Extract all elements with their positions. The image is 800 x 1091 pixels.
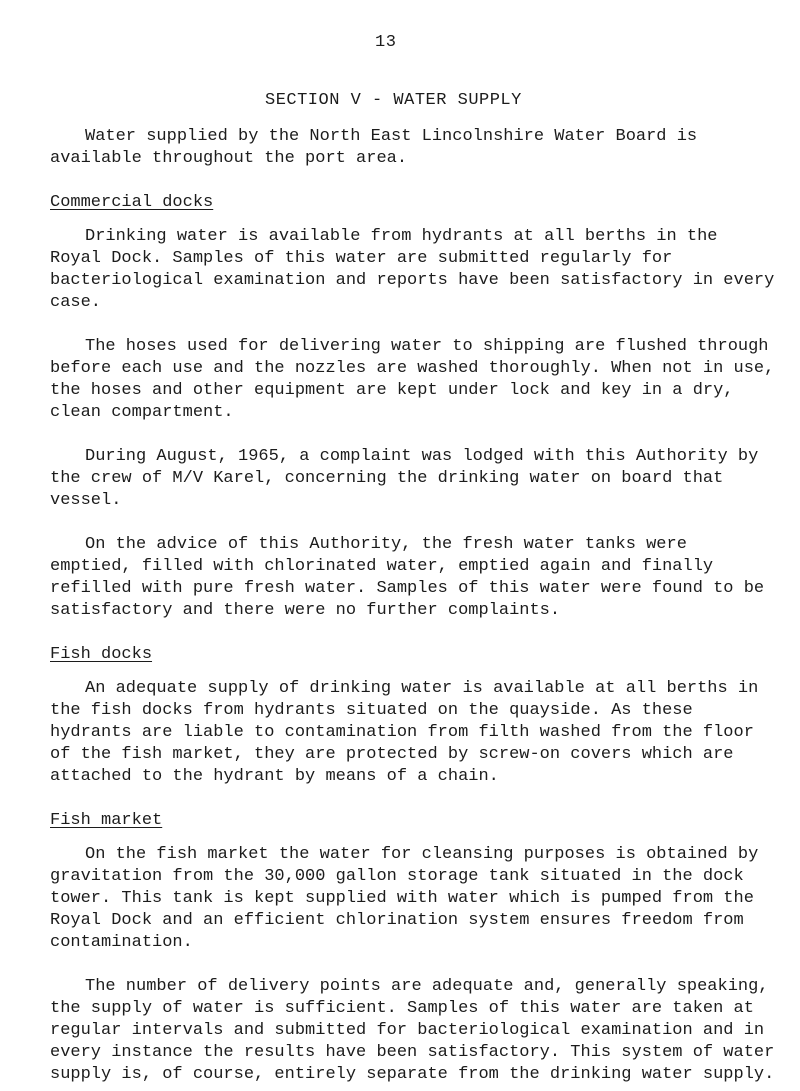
document-body (50, 126, 775, 1086)
paragraph: During August, 1965, a complaint was lodged with this Authority by the crew of M/V Karel, concerning the drinking water on board that vessel. (50, 447, 759, 510)
paragraph: On the fish market the water for cleansing purposes is obtained by gravitation from the 30,000 gallon storage tank situated in the dock tower. This tank is kept supplied with water which is pumped from the Royal Dock and an efficient chlorination system ensures freedom from contamination. (50, 845, 759, 952)
paragraph: An adequate supply of drinking water is available at all berths in the fish docks from hydrants situated on the quayside. As these hydrants are liable to contamination from filth washed from the floor of the fish market, they are protected by screw-on covers which are attached to the hydrant by means of a chain. (50, 679, 759, 786)
section-fish-docks (50, 644, 775, 788)
section-heading: Fish docks (50, 645, 153, 664)
section-title: SECTION V - WATER SUPPLY (265, 91, 522, 110)
section-commercial-docks (50, 192, 775, 622)
section-fish-market (50, 810, 775, 1086)
paragraph: On the advice of this Authority, the fresh water tanks were emptied, filled with chlorinated water, emptied again and finally refilled with pure fresh water. Samples of this water were found to be satisfactory and there were no further complaints. (50, 535, 765, 620)
section-heading: Fish market (50, 811, 163, 830)
paragraph: The number of delivery points are adequate and, generally speaking, the supply of water is sufficient. Samples of this water are taken at regular intervals and submitted for bacteriological examination and in every instance the results have been satisfactory. This system of water supply is, of course, entirely separate from the drinking water supply. (50, 977, 775, 1084)
intro-paragraph: Water supplied by the North East Lincolnshire Water Board is available throughout the port area. (50, 127, 698, 168)
page-number: 13 (375, 33, 397, 52)
section-heading: Commercial docks (50, 193, 214, 212)
paragraph: The hoses used for delivering water to shipping are flushed through before each use and the nozzles are washed thoroughly. When not in use, the hoses and other equipment are kept under lock and key in a dry, clean compartment. (50, 337, 775, 422)
paragraph: Drinking water is available from hydrants at all berths in the Royal Dock. Samples of this water are submitted regularly for bacteriological examination and reports have been satisfactory in every case. (50, 227, 775, 312)
